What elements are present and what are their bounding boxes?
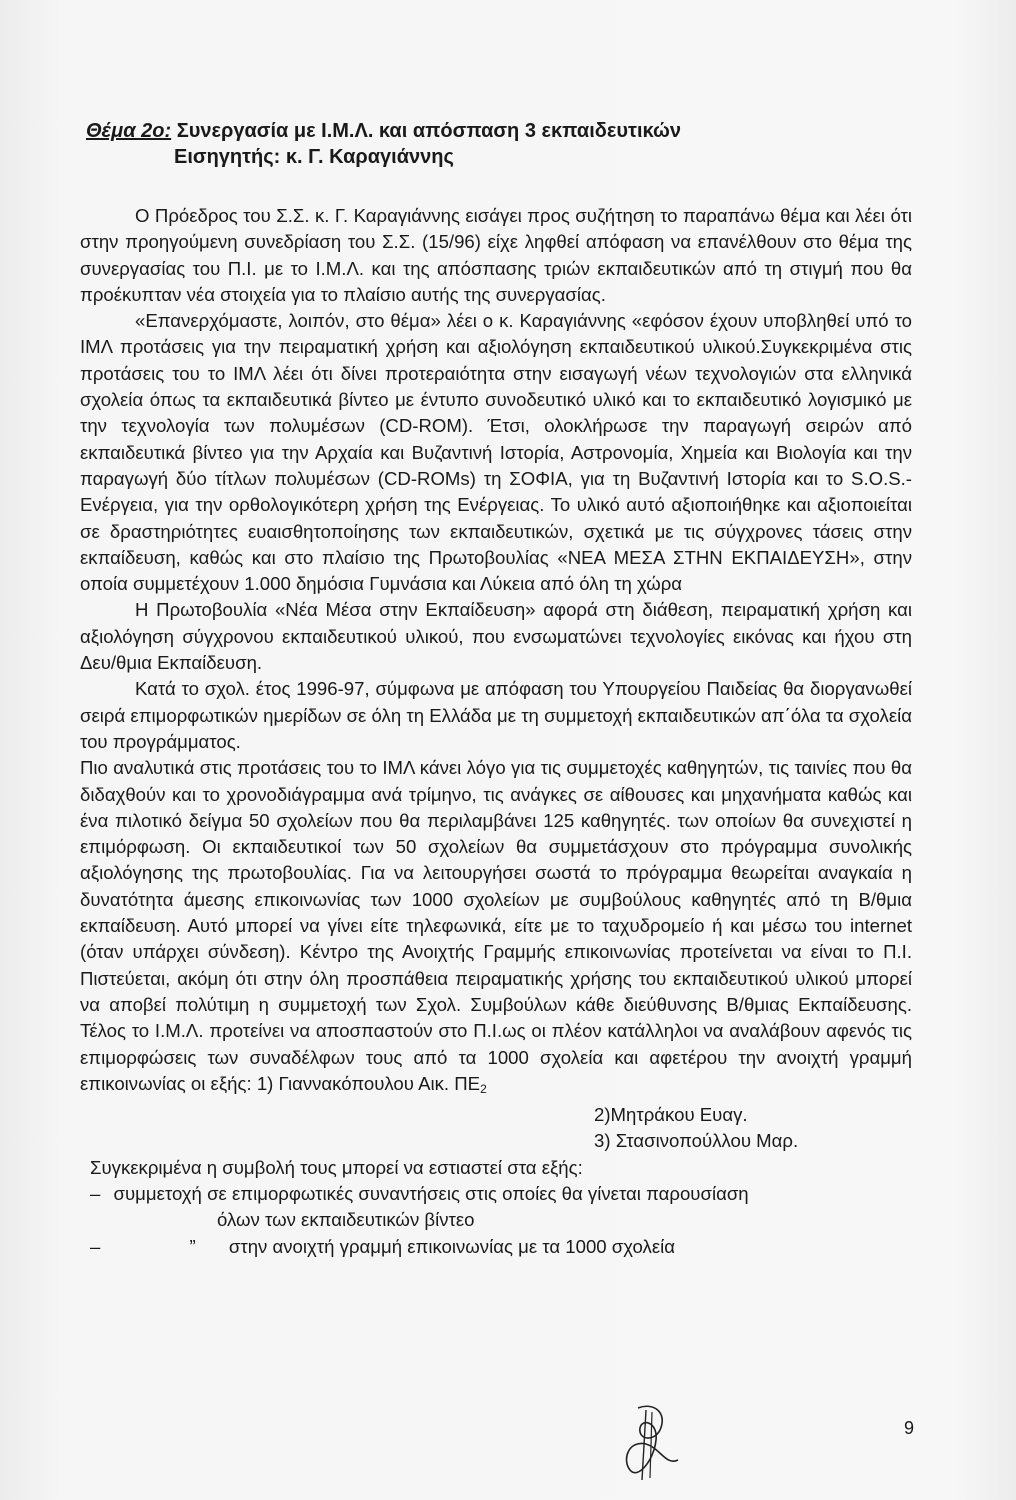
presenter-line: Εισηγητής: κ. Γ. Καραγιάννης xyxy=(174,146,454,168)
page-number: 9 xyxy=(904,1418,915,1438)
bullet-1-continued: όλων των εκπαιδευτικών βίντεο xyxy=(217,1209,475,1231)
paragraph-5 xyxy=(80,755,912,1102)
topic-label: Θέμα 2ο: xyxy=(86,120,172,142)
topic-heading xyxy=(86,118,681,170)
paragraph-1: Ο Πρόεδρος του Σ.Σ. κ. Γ. Καραγιάννης εισάγει προς συζήτηση το παραπάνω θέμα και λέει ότι στην προηγούμενη συνεδρίαση του Σ.Σ. (15/96) είχε ληφθεί απόφαση να επανέλθουν στο θέμα της συνεργασίας του Π.Ι. με το Ι.Μ.Λ. και της απόσπασης τριών εκπαιδευτικών από τη στιγμή που θα προέκυπταν νέα στοιχεία για το πλαίσιο αυτής της συνεργασίας. xyxy=(80,205,912,305)
topic-title: Συνεργασία με Ι.Μ.Λ. και απόσπαση 3 εκπαιδευτικών xyxy=(176,120,682,142)
bullet-1-dash: – xyxy=(90,1182,101,1204)
candidate-3: 3) Στασινοπούλλου Μαρ. xyxy=(594,1130,799,1152)
bullet-1-text-a: συμμετοχή σε επιμορφωτικές συναντήσεις στις οποίες θα γίνεται παρουσίαση xyxy=(113,1182,749,1204)
paragraph-5-text: Πιο αναλυτικά στις προτάσεις του το ΙΜΛ κάνει λόγο για τις συμμετοχές καθηγητών, τις ταινίες που θα διδαχθούν και το χρονοδιάγραμμα ανά τρίμηνο, τις ανάγκες σε αίθουσες και μηχανήματα καθώς και ένα πιλοτικό δείγμα 50 σχολείων που θα περιλαμβάνει 125 καθηγητές. των οποίων θα συνεχιστεί η επιμόρφωση. Οι εκπαιδευτικοί των 50 σχολείων θα συμμετάσχουν στο πρόγραμμα συνολικής αξιολόγησης της πρωτοβουλίας. Για να λειτουργήσει σωστά το πρόγραμμα θεωρείται αναγκαία η δυνατότητα άμεσης επικοινωνίας των 1000 σχολείων με συμβούλους καθηγητές από τη Β/θμια εκπαίδευση. Αυτό μπορεί να γίνει είτε τηλεφωνικά, είτε με το ταχυδρομείο ή και μέσω του internet (όταν υπάρχει σύνδεση). Κέντρο της Ανοιχτής Γραμμής επικοινωνίας προτείνεται να είναι το Π.Ι. Πιστεύεται, ακόμη ότι στην όλη προσπάθεια πειραματικής χρήσης του εκπαιδευτικού υλικού μπορεί να αποβεί πολύτιμη η συμμετοχή των Σχολ. Συμβούλων κάθε διεύθυνσης Β/θμιας Εκπαίδευσης. Τέλος το Ι.Μ.Λ. προτείνει να αποσπαστούν στο Π.Ι.ως οι πλέον κατάλληλοι να αναλάβουν αφενός τις επιμορφώσεις των συναδέλφων τους από τα 1000 σχολεία και αφετέρου την ανοιχτή γραμμή επικοινωνίας οι εξής: xyxy=(80,757,912,1094)
candidate-1-subscript: 2 xyxy=(480,1081,487,1096)
signature-mark xyxy=(608,1400,688,1490)
bullet-2-text: στην ανοιχτή γραμμή επικοινωνίας με τα 1000 σχολεία xyxy=(228,1235,675,1257)
candidate-1-text: 1) Γιαννακόπουλου Αικ. ΠΕ xyxy=(256,1072,481,1094)
document-body xyxy=(80,203,912,1260)
bullet-2-dash: – xyxy=(90,1235,101,1257)
paragraph-4: Κατά το σχολ. έτος 1996-97, σύμφωνα με απόφαση του Υπουργείου Παιδείας θα διοργανωθεί σειρά επιμορφωτικών ημερίδων σε όλη τη Ελλάδα με τη συμμετοχή εκπαιδευτικών απ΄όλα τα σχολεία του προγράμματος. xyxy=(80,678,912,752)
candidate-2: 2)Μητράκου Ευαγ. xyxy=(594,1104,748,1126)
bullet-2-ditto: ” xyxy=(189,1235,196,1257)
bullet-2 xyxy=(80,1234,912,1260)
paragraph-3: Η Πρωτοβουλία «Νέα Μέσα στην Εκπαίδευση» αφορά στη διάθεση, πειραματική χρήση και αξιολόγηση σύγχρονου εκπαιδευτικού υλικού, που ενσωματώνει τεχνολογίες εικόνας και ήχου στη Δευ/θμια Εκπαίδευση. xyxy=(80,599,912,674)
paragraph-6: Συγκεκριμένα η συμβολή τους μπορεί να εστιαστεί στα εξής: xyxy=(90,1156,583,1178)
candidate-1 xyxy=(257,1073,487,1094)
paragraph-2: «Επανερχόμαστε, λοιπόν, στο θέμα» λέει ο κ. Καραγιάννης «εφόσον έχουν υποβληθεί υπό το ΙΜΛ προτάσεις για την πειραματική χρήση και αξιολόγηση εκπαιδευτικού υλικού.Συγκεκριμένα στις προτάσεις του το ΙΜΛ λέει ότι δίνει προτεραιότητα στην εισαγωγή νέων τεχνολογιών στα ελληνικά σχολεία όπως τα εκπαιδευτικά βίντεο με έντυπο συνοδευτικό υλικό και το εκπαιδευτικό λογισμικό με την τεχνολογία των πολυμέσων (CD-ROM). Έτσι, ολοκλήρωσε την παραγωγή σειρών από εκπαιδευτικά βίντεο για την Αρχαία και Βυζαντινή Ιστορία, Αστρονομία, Χημεία και Βιολογία και την παραγωγή δύο τίτλων πολυμέσων (CD-ROMs) τη ΣΟΦΙΑ, για τη Βυζαντινή Ιστορία και το S.O.S.- Ενέργεια, για την ορθολογικότερη χρήση της Ενέργειας. Το υλικό αυτό αξιοποιήθηκε και αξιοποιείται σε δραστηριότητες ευαισθητοποίησης των εκπαιδευτικών, σχετικά με τις σύγχρονες τάσεις στην εκπαίδευση, καθώς και στο πλαίσιο της Πρωτοβουλίας «ΝΕΑ ΜΕΣΑ ΣΤΗΝ ΕΚΠΑΙΔΕΥΣΗ», στην οποία συμμετέχουν 1.000 δημόσια Γυμνάσια και Λύκεια από όλη τη χώρα xyxy=(80,310,912,595)
bullet-1 xyxy=(80,1181,912,1207)
